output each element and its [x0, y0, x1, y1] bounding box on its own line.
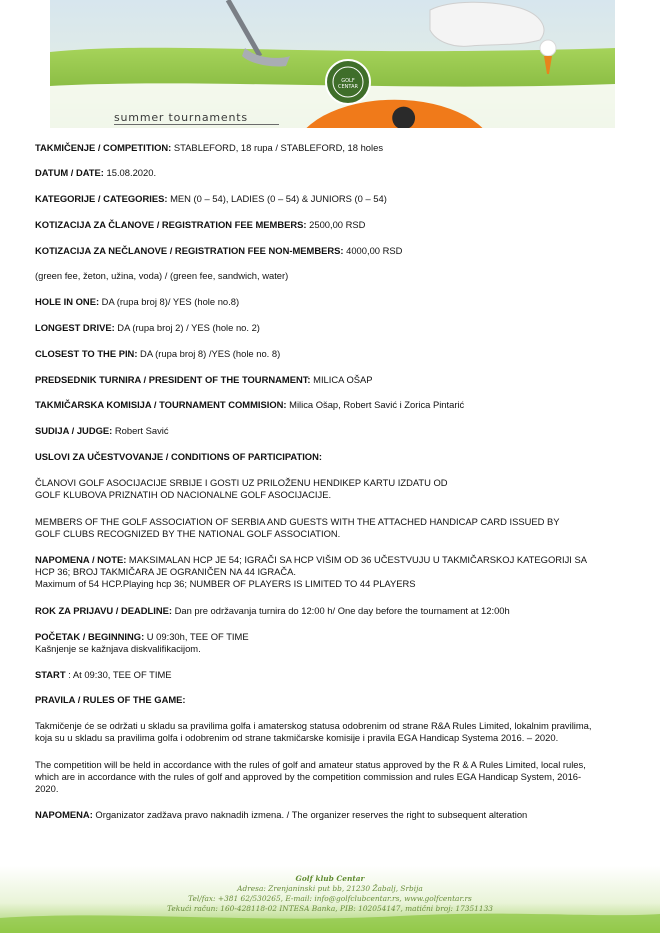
footer-bank: Tekući račun: 160-428118-02 INTESA Banka, PIB: 102054147, matični broj: 17351133: [167, 904, 493, 913]
rules-sr-line-2: koja su u skladu sa pravilima golfa i odobrenim od strane takmičarske komisije i pravila EGA Handicap Systema 2016. – 2020.: [35, 732, 559, 743]
row-final-note: NAPOMENA: Organizator zadžava pravo naknadih izmena. / The organizer reserves the right to subsequent alteration: [35, 809, 528, 820]
row-categories: KATEGORIJE / CATEGORIES: MEN (0 – 54), LADIES (0 – 54) & JUNIORS (0 – 54): [35, 193, 387, 204]
rules-heading: PRAVILA / RULES OF THE GAME:: [35, 694, 186, 705]
rules-en-line-1: The competition will be held in accordance with the rules of golf and amateur status approved by the R & A Rules Limited, local rules,: [35, 759, 586, 770]
conditions-en-line-2: GOLF CLUBS RECOGNIZED BY THE NATIONAL GOLF ASSOCIATION.: [35, 528, 341, 539]
row-fee-nonmembers: KOTIZACIJA ZA NEČLANOVE / REGISTRATION FEE NON-MEMBERS: 4000,00 RSD: [35, 245, 403, 256]
note-line-1: NAPOMENA / NOTE: MAKSIMALAN HCP JE 54; IGRAČI SA HCP VIŠIM OD 36 UČESTVUJU U TAKMIČARSKOJ KATEGORIJI SA: [35, 554, 588, 565]
row-beginning: POČETAK / BEGINNING: U 09:30h, TEE OF TIME: [35, 631, 249, 642]
conditions-sr-line-1: ČLANOVI GOLF ASOCIJACIJE SRBIJE I GOSTI UZ PRILOŽENU HENDIKEP KARTU IZDATU OD: [35, 477, 448, 488]
note-line-2: HCP 36; BROJ TAKMIČARA JE OGRANIČEN NA 44 IGRAČA.: [35, 566, 297, 577]
brand-text: summer tournaments: [114, 111, 248, 124]
footer-club-name: Golf klub Centar: [295, 874, 365, 883]
footer-address: Adresa: Zrenjaninski put bb, 21230 Žabalj, Srbija: [237, 884, 423, 893]
row-closest-to-pin: CLOSEST TO THE PIN: DA (rupa broj 8) /YES (hole no. 8): [35, 348, 281, 359]
header-banner: [50, 0, 615, 128]
row-start: START : At 09:30, TEE OF TIME: [35, 669, 172, 680]
row-conditions-heading: USLOVI ZA UČESTVOVANJE / CONDITIONS OF PARTICIPATION:: [35, 451, 322, 462]
row-hole-in-one: HOLE IN ONE: DA (rupa broj 8)/ YES (hole no.8): [35, 296, 240, 307]
conditions-en-line-1: MEMBERS OF THE GOLF ASSOCIATION OF SERBIA AND GUESTS WITH THE ATTACHED HANDICAP CARD ISSUED BY: [35, 516, 560, 527]
row-longest-drive: LONGEST DRIVE: DA (rupa broj 2) / YES (hole no. 2): [35, 322, 260, 333]
footer-contact: Tel/fax: +381 62/530265, E-mail: info@golfclubcentar.rs, www.golfcentar.rs: [188, 894, 472, 903]
row-judge: SUDIJA / JUDGE: Robert Savić: [35, 425, 169, 436]
beginning-line-2: Kašnjenje se kažnjava diskvalifikacijom.: [35, 643, 201, 654]
rules-en-line-2: which are in accordance with the rules of golf and approved by the competition commission and rules EGA Handicap System, 2016-: [35, 771, 582, 782]
rules-en-line-3: 2020.: [35, 783, 59, 794]
conditions-sr-line-2: GOLF KLUBOVA PRIZNATIH OD NACIONALNE GOLF ASOCIJACIJE.: [35, 489, 332, 500]
row-fee-members: KOTIZACIJA ZA ČLANOVE / REGISTRATION FEE MEMBERS: 2500,00 RSD: [35, 219, 366, 230]
row-deadline: ROK ZA PRIJAVU / DEADLINE: Dan pre održavanja turnira do 12:00 h/ One day before the tournament at 12:00h: [35, 605, 510, 616]
row-fee-includes: (green fee, žeton, užina, voda) / (green fee, sandwich, water): [35, 270, 289, 281]
row-competition: TAKMIČENJE / COMPETITION: STABLEFORD, 18 rupa / STABLEFORD, 18 holes: [35, 142, 384, 153]
footer: [0, 866, 660, 933]
row-date: DATUM / DATE: 15.08.2020.: [35, 167, 157, 178]
brand-underline: [114, 124, 279, 125]
row-president: PREDSEDNIK TURNIRA / PRESIDENT OF THE TOURNAMENT: MILICA OŠAP: [35, 374, 373, 385]
badge-text: GOLF CENTAR: [338, 78, 358, 90]
note-line-3: Maximum of 54 HCP.Playing hcp 36; NUMBER OF PLAYERS IS LIMITED TO 44 PLAYERS: [35, 578, 416, 589]
rules-sr-line-1: Takmičenje će se održati u skladu sa pravilima golfa i amaterskog statusa odobrenim od strane R&A Rules Limited, lokalnim pravilima,: [35, 720, 592, 731]
row-commission: TAKMIČARSKA KOMISIJA / TOURNAMENT COMMISION: Milica Ošap, Robert Savić i Zorica Pintarić: [35, 399, 465, 410]
